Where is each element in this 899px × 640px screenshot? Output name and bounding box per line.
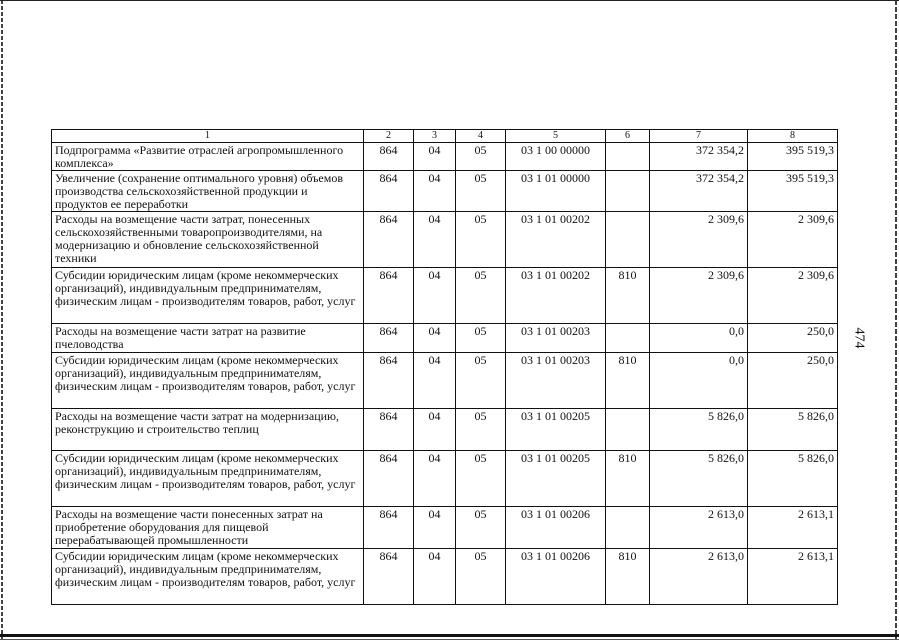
row-amount-2: 250,0 [748,324,838,353]
header-col-6: 6 [606,130,650,143]
table-row [52,324,838,353]
page-bottom-edge [0,634,899,637]
header-col-2: 2 [364,130,414,143]
table-row [52,171,838,212]
row-ministry-code: 864 [364,353,414,409]
row-ministry-code: 864 [364,549,414,605]
row-target-code: 03 1 01 00202 [506,268,606,324]
row-amount-2: 2 309,6 [748,268,838,324]
row-ministry-code: 864 [364,143,414,171]
row-subsection-code: 05 [456,353,506,409]
row-section-code: 04 [414,451,456,507]
row-subsection-code: 05 [456,143,506,171]
row-subsection-code: 05 [456,171,506,212]
row-amount-1: 372 354,2 [650,171,748,212]
row-section-code: 04 [414,409,456,451]
row-subsection-code: 05 [456,212,506,268]
row-subsection-code: 05 [456,324,506,353]
row-target-code: 03 1 01 00203 [506,324,606,353]
row-name: Субсидии юридическим лицам (кроме некоммерческих организаций), индивидуальным предпринимателям, физическим лицам - производителям товаров, работ, услуг [52,451,364,507]
header-col-5: 5 [506,130,606,143]
table-row [52,507,838,549]
row-subsection-code: 05 [456,507,506,549]
row-amount-2: 2 613,1 [748,507,838,549]
row-expense-type: 810 [606,268,650,324]
row-expense-type: 810 [606,353,650,409]
row-ministry-code: 864 [364,171,414,212]
row-name: Увеличение (сохранение оптимального уровня) объемов производства сельскохозяйственной продукции и продуктов ее переработки [52,171,364,212]
page-right-edge [895,0,897,640]
budget-table [51,129,838,605]
row-amount-2: 5 826,0 [748,409,838,451]
row-amount-1: 2 309,6 [650,212,748,268]
row-ministry-code: 864 [364,507,414,549]
row-target-code: 03 1 01 00203 [506,353,606,409]
row-amount-2: 5 826,0 [748,451,838,507]
row-section-code: 04 [414,268,456,324]
header-col-1: 1 [52,130,364,143]
row-amount-1: 372 354,2 [650,143,748,171]
row-expense-type: 810 [606,549,650,605]
row-section-code: 04 [414,507,456,549]
row-amount-2: 2 309,6 [748,212,838,268]
row-ministry-code: 864 [364,324,414,353]
header-col-7: 7 [650,130,748,143]
row-section-code: 04 [414,143,456,171]
row-expense-type [606,507,650,549]
row-expense-type [606,171,650,212]
table-row [52,212,838,268]
row-ministry-code: 864 [364,212,414,268]
row-expense-type [606,143,650,171]
row-amount-1: 2 613,0 [650,507,748,549]
table-row [52,143,838,171]
row-amount-2: 2 613,1 [748,549,838,605]
header-col-8: 8 [748,130,838,143]
row-target-code: 03 1 01 00202 [506,212,606,268]
row-target-code: 03 1 01 00205 [506,409,606,451]
row-name: Субсидии юридическим лицам (кроме некоммерческих организаций), индивидуальным предпринимателям, физическим лицам - производителям товаров, работ, услуг [52,549,364,605]
row-ministry-code: 864 [364,451,414,507]
page-number: 474 [851,327,867,349]
row-target-code: 03 1 00 00000 [506,143,606,171]
row-subsection-code: 05 [456,409,506,451]
row-name: Субсидии юридическим лицам (кроме некоммерческих организаций), индивидуальным предпринимателям, физическим лицам - производителям товаров, работ, услуг [52,353,364,409]
row-amount-1: 0,0 [650,353,748,409]
row-ministry-code: 864 [364,409,414,451]
row-ministry-code: 864 [364,268,414,324]
row-target-code: 03 1 01 00000 [506,171,606,212]
row-section-code: 04 [414,324,456,353]
row-target-code: 03 1 01 00206 [506,549,606,605]
row-name: Расходы на возмещение части затрат на развитие пчеловодства [52,324,364,353]
row-section-code: 04 [414,549,456,605]
row-amount-1: 0,0 [650,324,748,353]
row-section-code: 04 [414,353,456,409]
header-col-4: 4 [456,130,506,143]
page-left-edge [1,0,3,640]
table-row [52,451,838,507]
row-name: Расходы на возмещение части затрат, понесенных сельскохозяйственными товаропроизводителями, на модернизацию и обновление сельскохозяйственной техники [52,212,364,268]
row-name: Субсидии юридическим лицам (кроме некоммерческих организаций), индивидуальным предпринимателям, физическим лицам - производителям товаров, работ, услуг [52,268,364,324]
row-expense-type [606,324,650,353]
row-amount-2: 250,0 [748,353,838,409]
table-row [52,409,838,451]
row-expense-type: 810 [606,451,650,507]
row-amount-1: 2 309,6 [650,268,748,324]
row-amount-1: 5 826,0 [650,409,748,451]
row-subsection-code: 05 [456,549,506,605]
row-name: Расходы на возмещение части затрат на модернизацию, реконструкцию и строительство теплиц [52,409,364,451]
row-target-code: 03 1 01 00205 [506,451,606,507]
row-amount-1: 2 613,0 [650,549,748,605]
table-row [52,353,838,409]
table-row [52,549,838,605]
row-amount-1: 5 826,0 [650,451,748,507]
row-amount-2: 395 519,3 [748,143,838,171]
row-amount-2: 395 519,3 [748,171,838,212]
row-target-code: 03 1 01 00206 [506,507,606,549]
row-expense-type [606,409,650,451]
row-name: Расходы на возмещение части понесенных затрат на приобретение оборудования для пищевой перерабатывающей промышленности [52,507,364,549]
row-expense-type [606,212,650,268]
row-section-code: 04 [414,212,456,268]
page-top-edge [0,0,899,1]
row-subsection-code: 05 [456,451,506,507]
table-header-row [52,130,838,143]
row-name: Подпрограмма «Развитие отраслей агропромышленного комплекса» [52,143,364,171]
row-section-code: 04 [414,171,456,212]
header-col-3: 3 [414,130,456,143]
table-row [52,268,838,324]
row-subsection-code: 05 [456,268,506,324]
